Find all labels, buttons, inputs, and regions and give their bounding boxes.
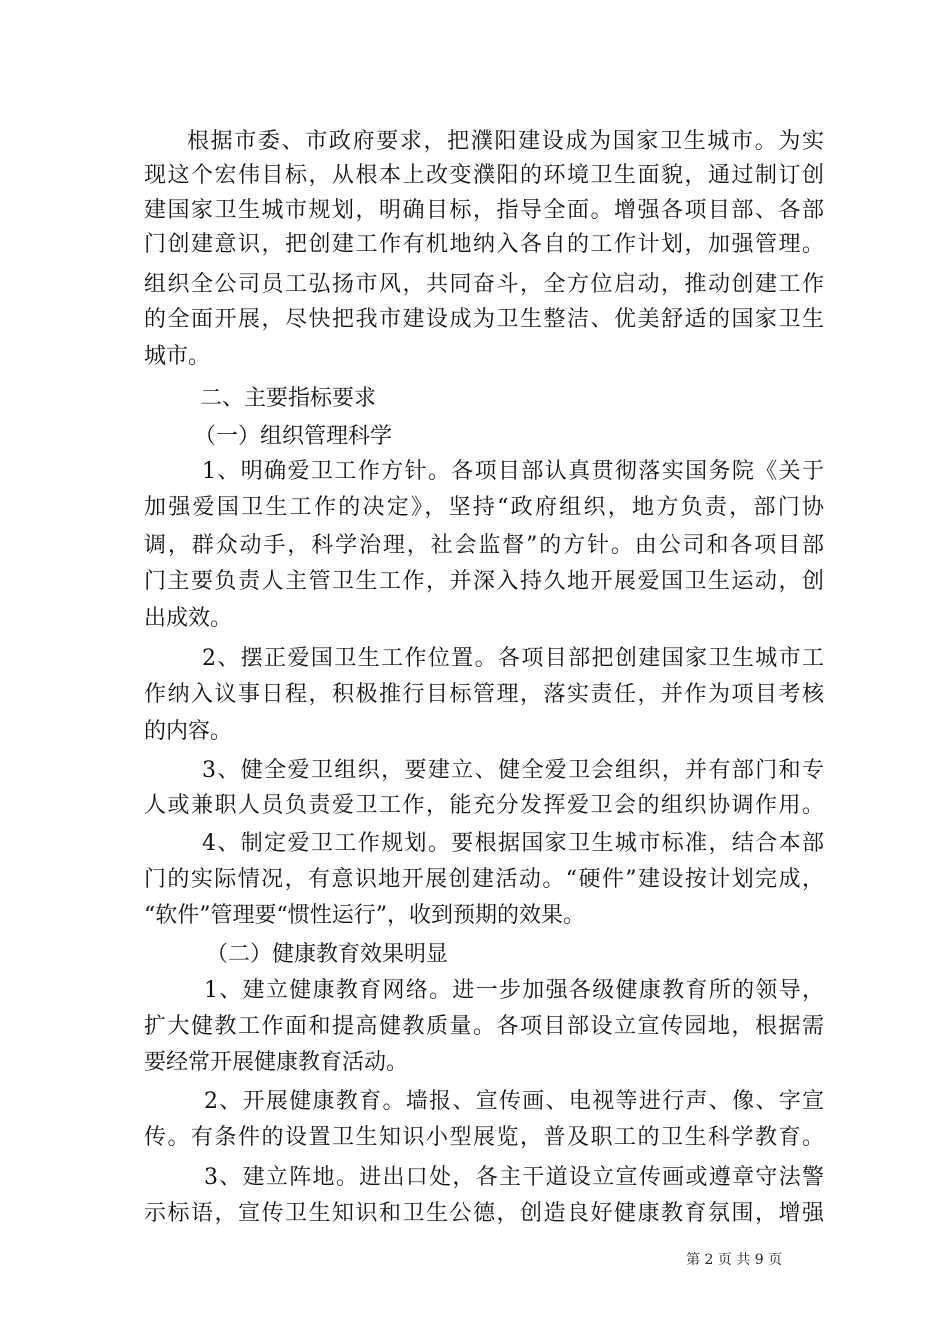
paragraph-line: 2、摆正爱国卫生工作位置。各项目部把创建国家卫生城市工 xyxy=(202,646,824,671)
paragraph-line: 1、明确爱卫工作方针。各项目部认真贯彻落实国务院《关于 xyxy=(202,459,824,484)
paragraph-line: 3、健全爱卫组织，要建立、健全爱卫会组织，并有部门和专 xyxy=(202,758,824,783)
paragraph-line: 传。有条件的设置卫生知识小型展览，普及职工的卫生科学教育。 xyxy=(144,1125,824,1150)
paragraph-line: 城市。 xyxy=(144,344,211,369)
paragraph-line: “软件”管理要“惯性运行”，收到预期的效果。 xyxy=(144,903,585,928)
paragraph-line: 要经常开展健康教育活动。 xyxy=(144,1050,409,1075)
paragraph-line: 的内容。 xyxy=(144,719,233,744)
paragraph-line: 2、开展健康教育。墙报、宣传画、电视等进行声、像、字宣 xyxy=(204,1089,824,1114)
subsection-heading: （二）健康教育效果明显 xyxy=(206,942,449,967)
paragraph-line: 扩大健教工作面和提高健教质量。各项目部设立宣传园地，根据需 xyxy=(144,1014,824,1039)
paragraph-line: 调，群众动手，科学治理，社会监督”的方针。由公司和各项目部 xyxy=(144,533,824,558)
paragraph-line: 1、建立健康教育网络。进一步加强各级健康教育所的领导， xyxy=(204,978,824,1003)
paragraph-line: 组织全公司员工弘扬市风，共同奋斗，全方位启动，推动创建工作 xyxy=(144,272,824,297)
paragraph-line: 门的实际情况，有意识地开展创建活动。“硬件”建设按计划完成， xyxy=(144,867,824,892)
section-heading: 二、主要指标要求 xyxy=(200,386,377,411)
page-number: 第 2 页 共 9 页 xyxy=(686,1252,783,1268)
paragraph-line: 建国家卫生城市规划，明确目标，指导全面。增强各项目部、各部 xyxy=(144,198,824,223)
paragraph-line: 3、建立阵地。进出口处，各主干道设立宣传画或遵章守法警 xyxy=(204,1165,824,1190)
paragraph-line: 示标语，宣传卫生知识和卫生公德，创造良好健康教育氛围，增强 xyxy=(144,1201,824,1226)
subsection-heading: （一）组织管理科学 xyxy=(194,424,393,449)
paragraph-line: 门创建意识，把创建工作有机地纳入各自的工作计划，加强管理。 xyxy=(144,232,824,257)
paragraph-line: 根据市委、市政府要求，把濮阳建设成为国家卫生城市。为实 xyxy=(187,129,824,154)
paragraph-line: 加强爱国卫生工作的决定》，坚持“政府组织，地方负责，部门协 xyxy=(144,495,824,520)
paragraph-line: 出成效。 xyxy=(144,606,233,631)
paragraph-line: 作纳入议事日程，积极推行目标管理，落实责任，并作为项目考核 xyxy=(144,682,824,707)
paragraph-line: 现这个宏伟目标，从根本上改变濮阳的环境卫生面貌，通过制订创 xyxy=(144,163,824,188)
paragraph-line: 4、制定爱卫工作规划。要根据国家卫生城市标准，结合本部 xyxy=(202,831,824,856)
paragraph-line: 门主要负责人主管卫生工作，并深入持久地开展爱国卫生运动，创 xyxy=(144,569,824,594)
paragraph-line: 的全面开展，尽快把我市建设成为卫生整洁、优美舒适的国家卫生 xyxy=(144,307,824,332)
paragraph-line: 人或兼职人员负责爱卫工作，能充分发挥爱卫会的组织协调作用。 xyxy=(144,793,824,818)
